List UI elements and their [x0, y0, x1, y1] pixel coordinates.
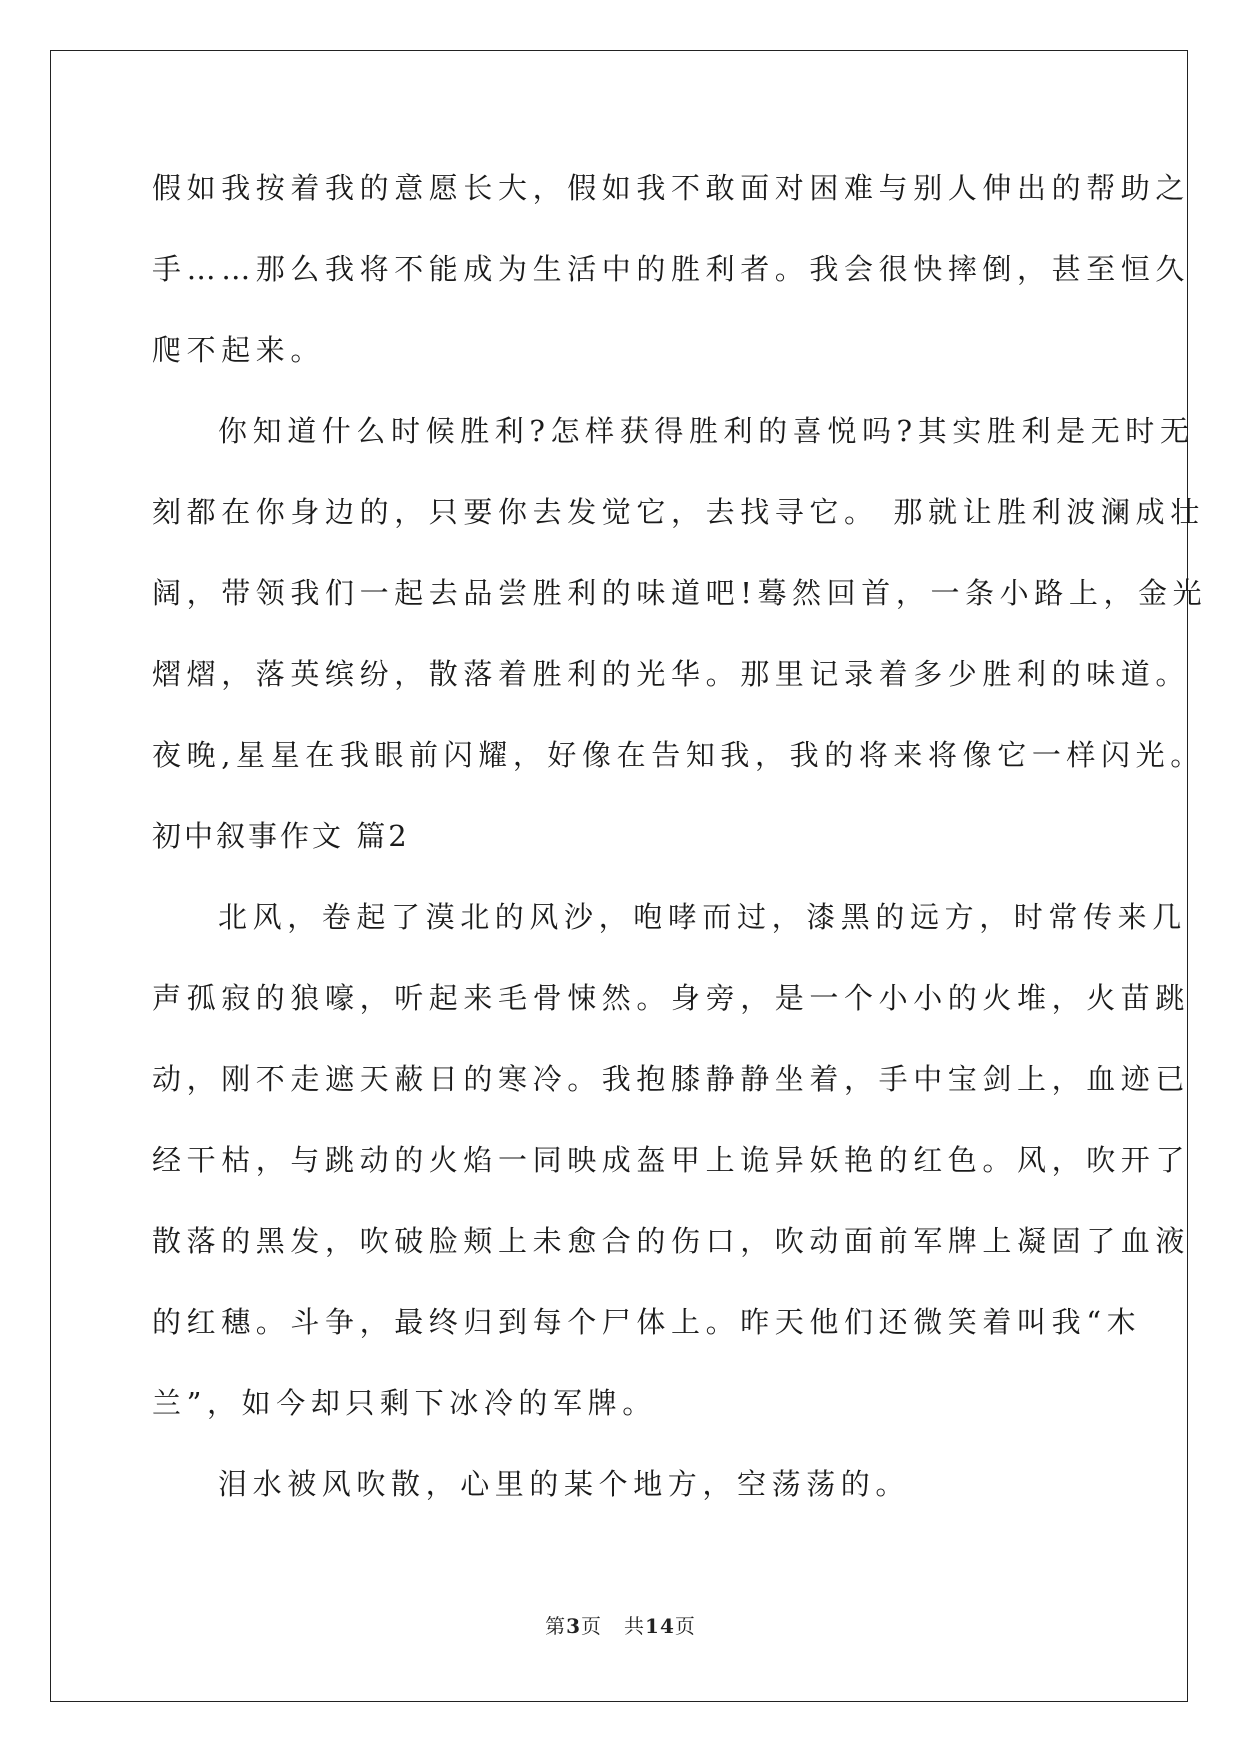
paragraph-line: 爬不起来。 [152, 333, 326, 367]
paragraph-line: 你知道什么时候胜利?怎样获得胜利的喜悦吗?其实胜利是无时无 [218, 414, 1195, 448]
paragraph-line: 夜晚,星星在我眼前闪耀，好像在告知我，我的将来将像它一样闪光。 [152, 738, 1205, 772]
paragraph-line: 泪水被风吹散，心里的某个地方，空荡荡的。 [218, 1467, 911, 1501]
total-prefix: 共 [624, 1614, 646, 1638]
paragraph-line: 阔，带领我们一起去品尝胜利的味道吧!蓦然回首，一条小路上，金光 [152, 576, 1208, 610]
paragraph-line: 手……那么我将不能成为生活中的胜利者。我会很快摔倒，甚至恒久 [152, 252, 1191, 286]
page-footer [0, 1610, 1241, 1639]
page-total: 14 [645, 1614, 675, 1638]
paragraph-line: 假如我按着我的意愿长大，假如我不敢面对困难与别人伸出的帮助之 [152, 171, 1191, 205]
paragraph-line: 刻都在你身边的，只要你去发觉它，去找寻它。 那就让胜利波澜成壮 [152, 495, 1205, 529]
page-unit: 页 [581, 1614, 603, 1638]
paragraph-line: 北风，卷起了漠北的风沙，咆哮而过，漆黑的远方，时常传来几 [218, 900, 1187, 934]
page-prefix: 第 [545, 1614, 567, 1638]
paragraph-line: 的红穗。斗争，最终归到每个尸体上。昨天他们还微笑着叫我“木 [152, 1305, 1142, 1339]
document-body [152, 160, 1208, 1537]
paragraph-line: 经干枯，与跳动的火焰一同映成盔甲上诡异妖艳的红色。风，吹开了 [152, 1143, 1191, 1177]
paragraph-line: 兰”，如今却只剩下冰冷的军牌。 [152, 1386, 657, 1420]
paragraph-line: 动，刚不走遮天蔽日的寒冷。我抱膝静静坐着，手中宝剑上，血迹已 [152, 1062, 1191, 1096]
paragraph-line: 散落的黑发，吹破脸颊上未愈合的伤口，吹动面前军牌上凝固了血液 [152, 1224, 1191, 1258]
section-heading: 初中叙事作文 篇2 [152, 819, 410, 853]
paragraph-line: 声孤寂的狼嚎，听起来毛骨悚然。身旁，是一个小小的火堆，火苗跳 [152, 981, 1191, 1015]
total-unit: 页 [674, 1614, 696, 1638]
page-number: 3 [566, 1614, 582, 1638]
paragraph-line: 熠熠，落英缤纷，散落着胜利的光华。那里记录着多少胜利的味道。 [152, 657, 1191, 691]
